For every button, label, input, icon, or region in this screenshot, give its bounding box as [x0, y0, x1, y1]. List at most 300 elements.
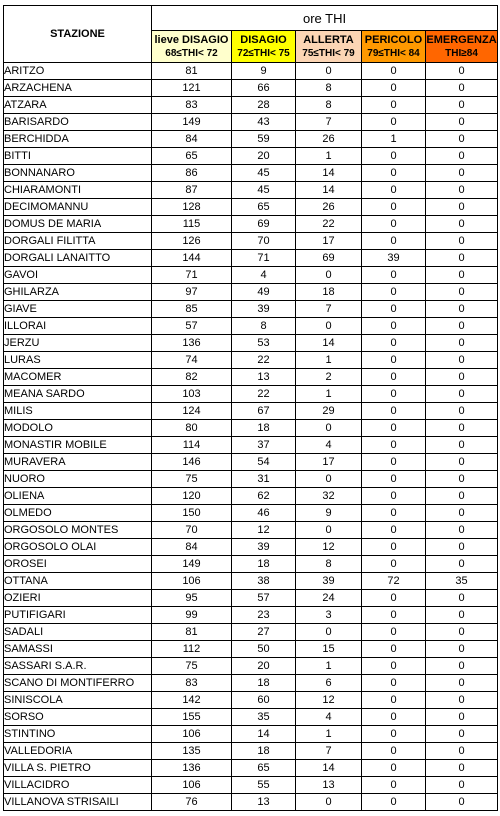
hours-cell: 1 [296, 386, 362, 403]
hours-cell: 0 [426, 199, 498, 216]
table-row [4, 267, 498, 284]
hours-cell: 0 [362, 386, 426, 403]
hours-cell: 71 [152, 267, 232, 284]
station-name: BONNANARO [4, 165, 152, 182]
station-name: ORGOSOLO OLAI [4, 539, 152, 556]
hours-cell: 3 [296, 607, 362, 624]
station-name: DOMUS DE MARIA [4, 216, 152, 233]
table-row [4, 403, 498, 420]
hours-cell: 17 [296, 454, 362, 471]
hours-cell: 0 [362, 335, 426, 352]
table-row [4, 165, 498, 182]
station-name: STINTINO [4, 726, 152, 743]
hours-cell: 0 [426, 233, 498, 250]
table-row [4, 522, 498, 539]
hours-cell: 18 [232, 556, 296, 573]
hours-cell: 0 [426, 301, 498, 318]
hours-cell: 8 [296, 80, 362, 97]
station-name: MILIS [4, 403, 152, 420]
hours-cell: 23 [232, 607, 296, 624]
hours-cell: 53 [232, 335, 296, 352]
hours-cell: 0 [362, 63, 426, 80]
hours-cell: 0 [362, 301, 426, 318]
hours-cell: 0 [426, 80, 498, 97]
hours-cell: 0 [426, 386, 498, 403]
hours-cell: 0 [362, 505, 426, 522]
table-row [4, 63, 498, 80]
hours-cell: 45 [232, 165, 296, 182]
hours-cell: 81 [152, 63, 232, 80]
station-name: SORSO [4, 709, 152, 726]
hours-cell: 46 [232, 505, 296, 522]
hours-cell: 0 [362, 403, 426, 420]
hours-cell: 85 [152, 301, 232, 318]
hours-cell: 0 [426, 403, 498, 420]
hours-cell: 67 [232, 403, 296, 420]
hours-cell: 70 [152, 522, 232, 539]
station-name: OZIERI [4, 590, 152, 607]
hours-cell: 83 [152, 675, 232, 692]
hours-cell: 20 [232, 658, 296, 675]
hours-cell: 0 [426, 760, 498, 777]
hours-cell: 1 [296, 726, 362, 743]
table-row [4, 556, 498, 573]
hours-cell: 0 [362, 590, 426, 607]
hours-cell: 4 [296, 709, 362, 726]
hours-cell: 43 [232, 114, 296, 131]
station-name: BITTI [4, 148, 152, 165]
table-row [4, 301, 498, 318]
station-name: SINISCOLA [4, 692, 152, 709]
hours-cell: 0 [296, 471, 362, 488]
hours-cell: 0 [426, 777, 498, 794]
hours-cell: 22 [232, 386, 296, 403]
hours-cell: 114 [152, 437, 232, 454]
category-range: 68≤THI< 72 [165, 47, 218, 59]
hours-cell: 128 [152, 199, 232, 216]
hours-cell: 150 [152, 505, 232, 522]
hours-cell: 8 [296, 97, 362, 114]
hours-cell: 65 [232, 199, 296, 216]
table-row [4, 335, 498, 352]
hours-cell: 20 [232, 148, 296, 165]
category-header-1 [152, 31, 232, 63]
hours-cell: 35 [232, 709, 296, 726]
hours-cell: 0 [426, 488, 498, 505]
station-name: CHIARAMONTI [4, 182, 152, 199]
hours-cell: 0 [362, 794, 426, 811]
hours-cell: 14 [296, 760, 362, 777]
hours-cell: 0 [296, 420, 362, 437]
station-name: OROSEI [4, 556, 152, 573]
hours-cell: 27 [232, 624, 296, 641]
table-row [4, 454, 498, 471]
station-name: ATZARA [4, 97, 152, 114]
hours-cell: 0 [296, 318, 362, 335]
category-range: 79≤THI< 84 [367, 47, 420, 59]
hours-cell: 0 [426, 726, 498, 743]
table-row [4, 216, 498, 233]
hours-cell: 0 [362, 318, 426, 335]
station-name: SASSARI S.A.R. [4, 658, 152, 675]
station-name: DECIMOMANNU [4, 199, 152, 216]
station-name: VILLA S. PIETRO [4, 760, 152, 777]
hours-cell: 60 [232, 692, 296, 709]
hours-cell: 22 [296, 216, 362, 233]
hours-cell: 0 [362, 165, 426, 182]
station-name: BARISARDO [4, 114, 152, 131]
hours-cell: 124 [152, 403, 232, 420]
thi-hours-table [3, 5, 498, 811]
table-row [4, 114, 498, 131]
hours-cell: 0 [426, 250, 498, 267]
station-name: ILLORAI [4, 318, 152, 335]
hours-cell: 1 [296, 148, 362, 165]
table-row [4, 488, 498, 505]
hours-cell: 32 [296, 488, 362, 505]
hours-cell: 54 [232, 454, 296, 471]
hours-cell: 0 [426, 658, 498, 675]
table-row [4, 437, 498, 454]
hours-cell: 24 [296, 590, 362, 607]
hours-cell: 97 [152, 284, 232, 301]
station-name: MEANA SARDO [4, 386, 152, 403]
table-row [4, 369, 498, 386]
hours-cell: 0 [362, 624, 426, 641]
hours-cell: 0 [362, 607, 426, 624]
hours-cell: 76 [152, 794, 232, 811]
table-row [4, 420, 498, 437]
category-range: 72≤THI< 75 [237, 47, 290, 59]
hours-cell: 0 [426, 131, 498, 148]
station-name: VILLACIDRO [4, 777, 152, 794]
hours-cell: 0 [426, 692, 498, 709]
hours-cell: 0 [426, 420, 498, 437]
station-name: JERZU [4, 335, 152, 352]
table-row [4, 80, 498, 97]
hours-cell: 0 [426, 114, 498, 131]
hours-cell: 0 [426, 369, 498, 386]
table-row [4, 641, 498, 658]
hours-cell: 0 [362, 233, 426, 250]
station-name: OLIENA [4, 488, 152, 505]
hours-cell: 0 [426, 471, 498, 488]
category-header-2 [232, 31, 296, 63]
hours-cell: 0 [426, 641, 498, 658]
station-name: LURAS [4, 352, 152, 369]
hours-cell: 55 [232, 777, 296, 794]
station-name: DORGALI FILITTA [4, 233, 152, 250]
hours-cell: 45 [232, 182, 296, 199]
hours-cell: 9 [296, 505, 362, 522]
hours-cell: 65 [232, 760, 296, 777]
hours-cell: 18 [296, 284, 362, 301]
hours-cell: 17 [296, 233, 362, 250]
table-row [4, 658, 498, 675]
hours-cell: 87 [152, 182, 232, 199]
hours-cell: 95 [152, 590, 232, 607]
hours-cell: 0 [296, 267, 362, 284]
table-row [4, 777, 498, 794]
hours-cell: 1 [296, 658, 362, 675]
hours-cell: 6 [296, 675, 362, 692]
category-name: PERICOLO [364, 33, 423, 46]
hours-cell: 0 [362, 471, 426, 488]
hours-cell: 22 [232, 352, 296, 369]
hours-cell: 71 [232, 250, 296, 267]
hours-cell: 0 [362, 352, 426, 369]
hours-cell: 69 [296, 250, 362, 267]
station-name: MURAVERA [4, 454, 152, 471]
station-name: ARITZO [4, 63, 152, 80]
hours-cell: 0 [362, 216, 426, 233]
hours-cell: 149 [152, 556, 232, 573]
thi-table-container [3, 5, 498, 811]
hours-cell: 12 [232, 522, 296, 539]
hours-cell: 0 [362, 777, 426, 794]
category-name: ALLERTA [303, 33, 354, 46]
hours-cell: 0 [362, 709, 426, 726]
category-header-5 [426, 31, 498, 63]
hours-cell: 26 [296, 199, 362, 216]
hours-cell: 0 [426, 675, 498, 692]
table-row [4, 97, 498, 114]
hours-cell: 149 [152, 114, 232, 131]
hours-cell: 0 [426, 318, 498, 335]
hours-cell: 29 [296, 403, 362, 420]
hours-cell: 2 [296, 369, 362, 386]
hours-cell: 121 [152, 80, 232, 97]
category-name: lieve DISAGIO [154, 33, 229, 46]
hours-cell: 83 [152, 97, 232, 114]
category-name: DISAGIO [240, 33, 287, 46]
hours-cell: 0 [362, 675, 426, 692]
hours-cell: 0 [362, 488, 426, 505]
table-row [4, 505, 498, 522]
hours-cell: 0 [296, 624, 362, 641]
station-name: GIAVE [4, 301, 152, 318]
hours-cell: 136 [152, 760, 232, 777]
hours-cell: 59 [232, 131, 296, 148]
hours-cell: 155 [152, 709, 232, 726]
hours-cell: 86 [152, 165, 232, 182]
hours-cell: 0 [362, 556, 426, 573]
hours-cell: 39 [362, 250, 426, 267]
hours-cell: 126 [152, 233, 232, 250]
hours-cell: 0 [362, 80, 426, 97]
station-name: NUORO [4, 471, 152, 488]
hours-cell: 12 [296, 692, 362, 709]
hours-cell: 0 [296, 522, 362, 539]
hours-cell: 0 [362, 369, 426, 386]
hours-cell: 0 [426, 63, 498, 80]
thi-hours-group-header: ore THI [152, 6, 498, 31]
category-name: EMERGENZA [426, 33, 497, 46]
hours-cell: 0 [426, 284, 498, 301]
hours-cell: 66 [232, 80, 296, 97]
hours-cell: 0 [426, 522, 498, 539]
hours-cell: 69 [232, 216, 296, 233]
table-row [4, 539, 498, 556]
station-name: VALLEDORIA [4, 743, 152, 760]
hours-cell: 62 [232, 488, 296, 505]
table-row [4, 131, 498, 148]
hours-cell: 0 [426, 454, 498, 471]
hours-cell: 0 [426, 743, 498, 760]
table-row [4, 182, 498, 199]
hours-cell: 144 [152, 250, 232, 267]
hours-cell: 8 [296, 556, 362, 573]
hours-cell: 0 [426, 556, 498, 573]
hours-cell: 0 [426, 794, 498, 811]
hours-cell: 7 [296, 301, 362, 318]
hours-cell: 57 [232, 590, 296, 607]
category-header-3 [296, 31, 362, 63]
hours-cell: 136 [152, 335, 232, 352]
hours-cell: 0 [296, 63, 362, 80]
table-row [4, 386, 498, 403]
hours-cell: 14 [296, 182, 362, 199]
hours-cell: 146 [152, 454, 232, 471]
hours-cell: 0 [362, 437, 426, 454]
table-row [4, 624, 498, 641]
hours-cell: 0 [296, 794, 362, 811]
hours-cell: 0 [362, 454, 426, 471]
hours-cell: 1 [362, 131, 426, 148]
table-row [4, 284, 498, 301]
hours-cell: 72 [362, 573, 426, 590]
table-body [4, 63, 498, 811]
hours-cell: 28 [232, 97, 296, 114]
station-name: MONASTIR MOBILE [4, 437, 152, 454]
hours-cell: 0 [362, 97, 426, 114]
hours-cell: 0 [362, 743, 426, 760]
hours-cell: 9 [232, 63, 296, 80]
station-column-header: STAZIONE [4, 6, 152, 63]
hours-cell: 31 [232, 471, 296, 488]
hours-cell: 0 [362, 760, 426, 777]
hours-cell: 65 [152, 148, 232, 165]
station-name: ORGOSOLO MONTES [4, 522, 152, 539]
hours-cell: 81 [152, 624, 232, 641]
hours-cell: 7 [296, 743, 362, 760]
hours-cell: 142 [152, 692, 232, 709]
hours-cell: 103 [152, 386, 232, 403]
hours-cell: 14 [296, 165, 362, 182]
hours-cell: 1 [296, 352, 362, 369]
table-row [4, 692, 498, 709]
hours-cell: 0 [362, 114, 426, 131]
station-name: MACOMER [4, 369, 152, 386]
hours-cell: 4 [232, 267, 296, 284]
station-name: DORGALI LANAITTO [4, 250, 152, 267]
hours-cell: 49 [232, 284, 296, 301]
hours-cell: 106 [152, 777, 232, 794]
hours-cell: 99 [152, 607, 232, 624]
hours-cell: 0 [426, 97, 498, 114]
hours-cell: 39 [232, 539, 296, 556]
hours-cell: 0 [362, 267, 426, 284]
hours-cell: 37 [232, 437, 296, 454]
hours-cell: 0 [426, 216, 498, 233]
hours-cell: 0 [362, 182, 426, 199]
hours-cell: 18 [232, 743, 296, 760]
table-row [4, 573, 498, 590]
hours-cell: 0 [426, 267, 498, 284]
hours-cell: 0 [362, 522, 426, 539]
hours-cell: 0 [362, 199, 426, 216]
table-row [4, 726, 498, 743]
hours-cell: 120 [152, 488, 232, 505]
hours-cell: 39 [296, 573, 362, 590]
hours-cell: 0 [426, 505, 498, 522]
hours-cell: 39 [232, 301, 296, 318]
hours-cell: 106 [152, 726, 232, 743]
hours-cell: 35 [426, 573, 498, 590]
table-row [4, 709, 498, 726]
category-range: 75≤THI< 79 [302, 47, 355, 59]
hours-cell: 0 [426, 437, 498, 454]
hours-cell: 7 [296, 114, 362, 131]
hours-cell: 0 [362, 726, 426, 743]
table-row [4, 199, 498, 216]
hours-cell: 135 [152, 743, 232, 760]
hours-cell: 8 [232, 318, 296, 335]
hours-cell: 75 [152, 471, 232, 488]
table-row [4, 148, 498, 165]
hours-cell: 18 [232, 675, 296, 692]
hours-cell: 115 [152, 216, 232, 233]
hours-cell: 15 [296, 641, 362, 658]
hours-cell: 13 [296, 777, 362, 794]
hours-cell: 57 [152, 318, 232, 335]
table-row [4, 471, 498, 488]
hours-cell: 0 [426, 165, 498, 182]
table-row [4, 760, 498, 777]
hours-cell: 38 [232, 573, 296, 590]
station-name: ARZACHENA [4, 80, 152, 97]
hours-cell: 84 [152, 539, 232, 556]
hours-cell: 0 [426, 624, 498, 641]
table-row [4, 607, 498, 624]
hours-cell: 0 [362, 539, 426, 556]
hours-cell: 0 [426, 148, 498, 165]
hours-cell: 18 [232, 420, 296, 437]
hours-cell: 0 [362, 148, 426, 165]
hours-cell: 0 [426, 182, 498, 199]
hours-cell: 0 [426, 709, 498, 726]
station-name: OTTANA [4, 573, 152, 590]
hours-cell: 0 [426, 352, 498, 369]
station-name: GAVOI [4, 267, 152, 284]
hours-cell: 4 [296, 437, 362, 454]
hours-cell: 75 [152, 658, 232, 675]
station-name: OLMEDO [4, 505, 152, 522]
table-row [4, 743, 498, 760]
table-row [4, 233, 498, 250]
category-range: THI≥84 [445, 47, 478, 59]
hours-cell: 50 [232, 641, 296, 658]
hours-cell: 0 [362, 420, 426, 437]
table-row [4, 794, 498, 811]
hours-cell: 0 [362, 641, 426, 658]
hours-cell: 0 [362, 284, 426, 301]
station-name: MODOLO [4, 420, 152, 437]
hours-cell: 0 [362, 658, 426, 675]
station-name: VILLANOVA STRISAILI [4, 794, 152, 811]
hours-cell: 0 [426, 539, 498, 556]
station-name: SADALI [4, 624, 152, 641]
